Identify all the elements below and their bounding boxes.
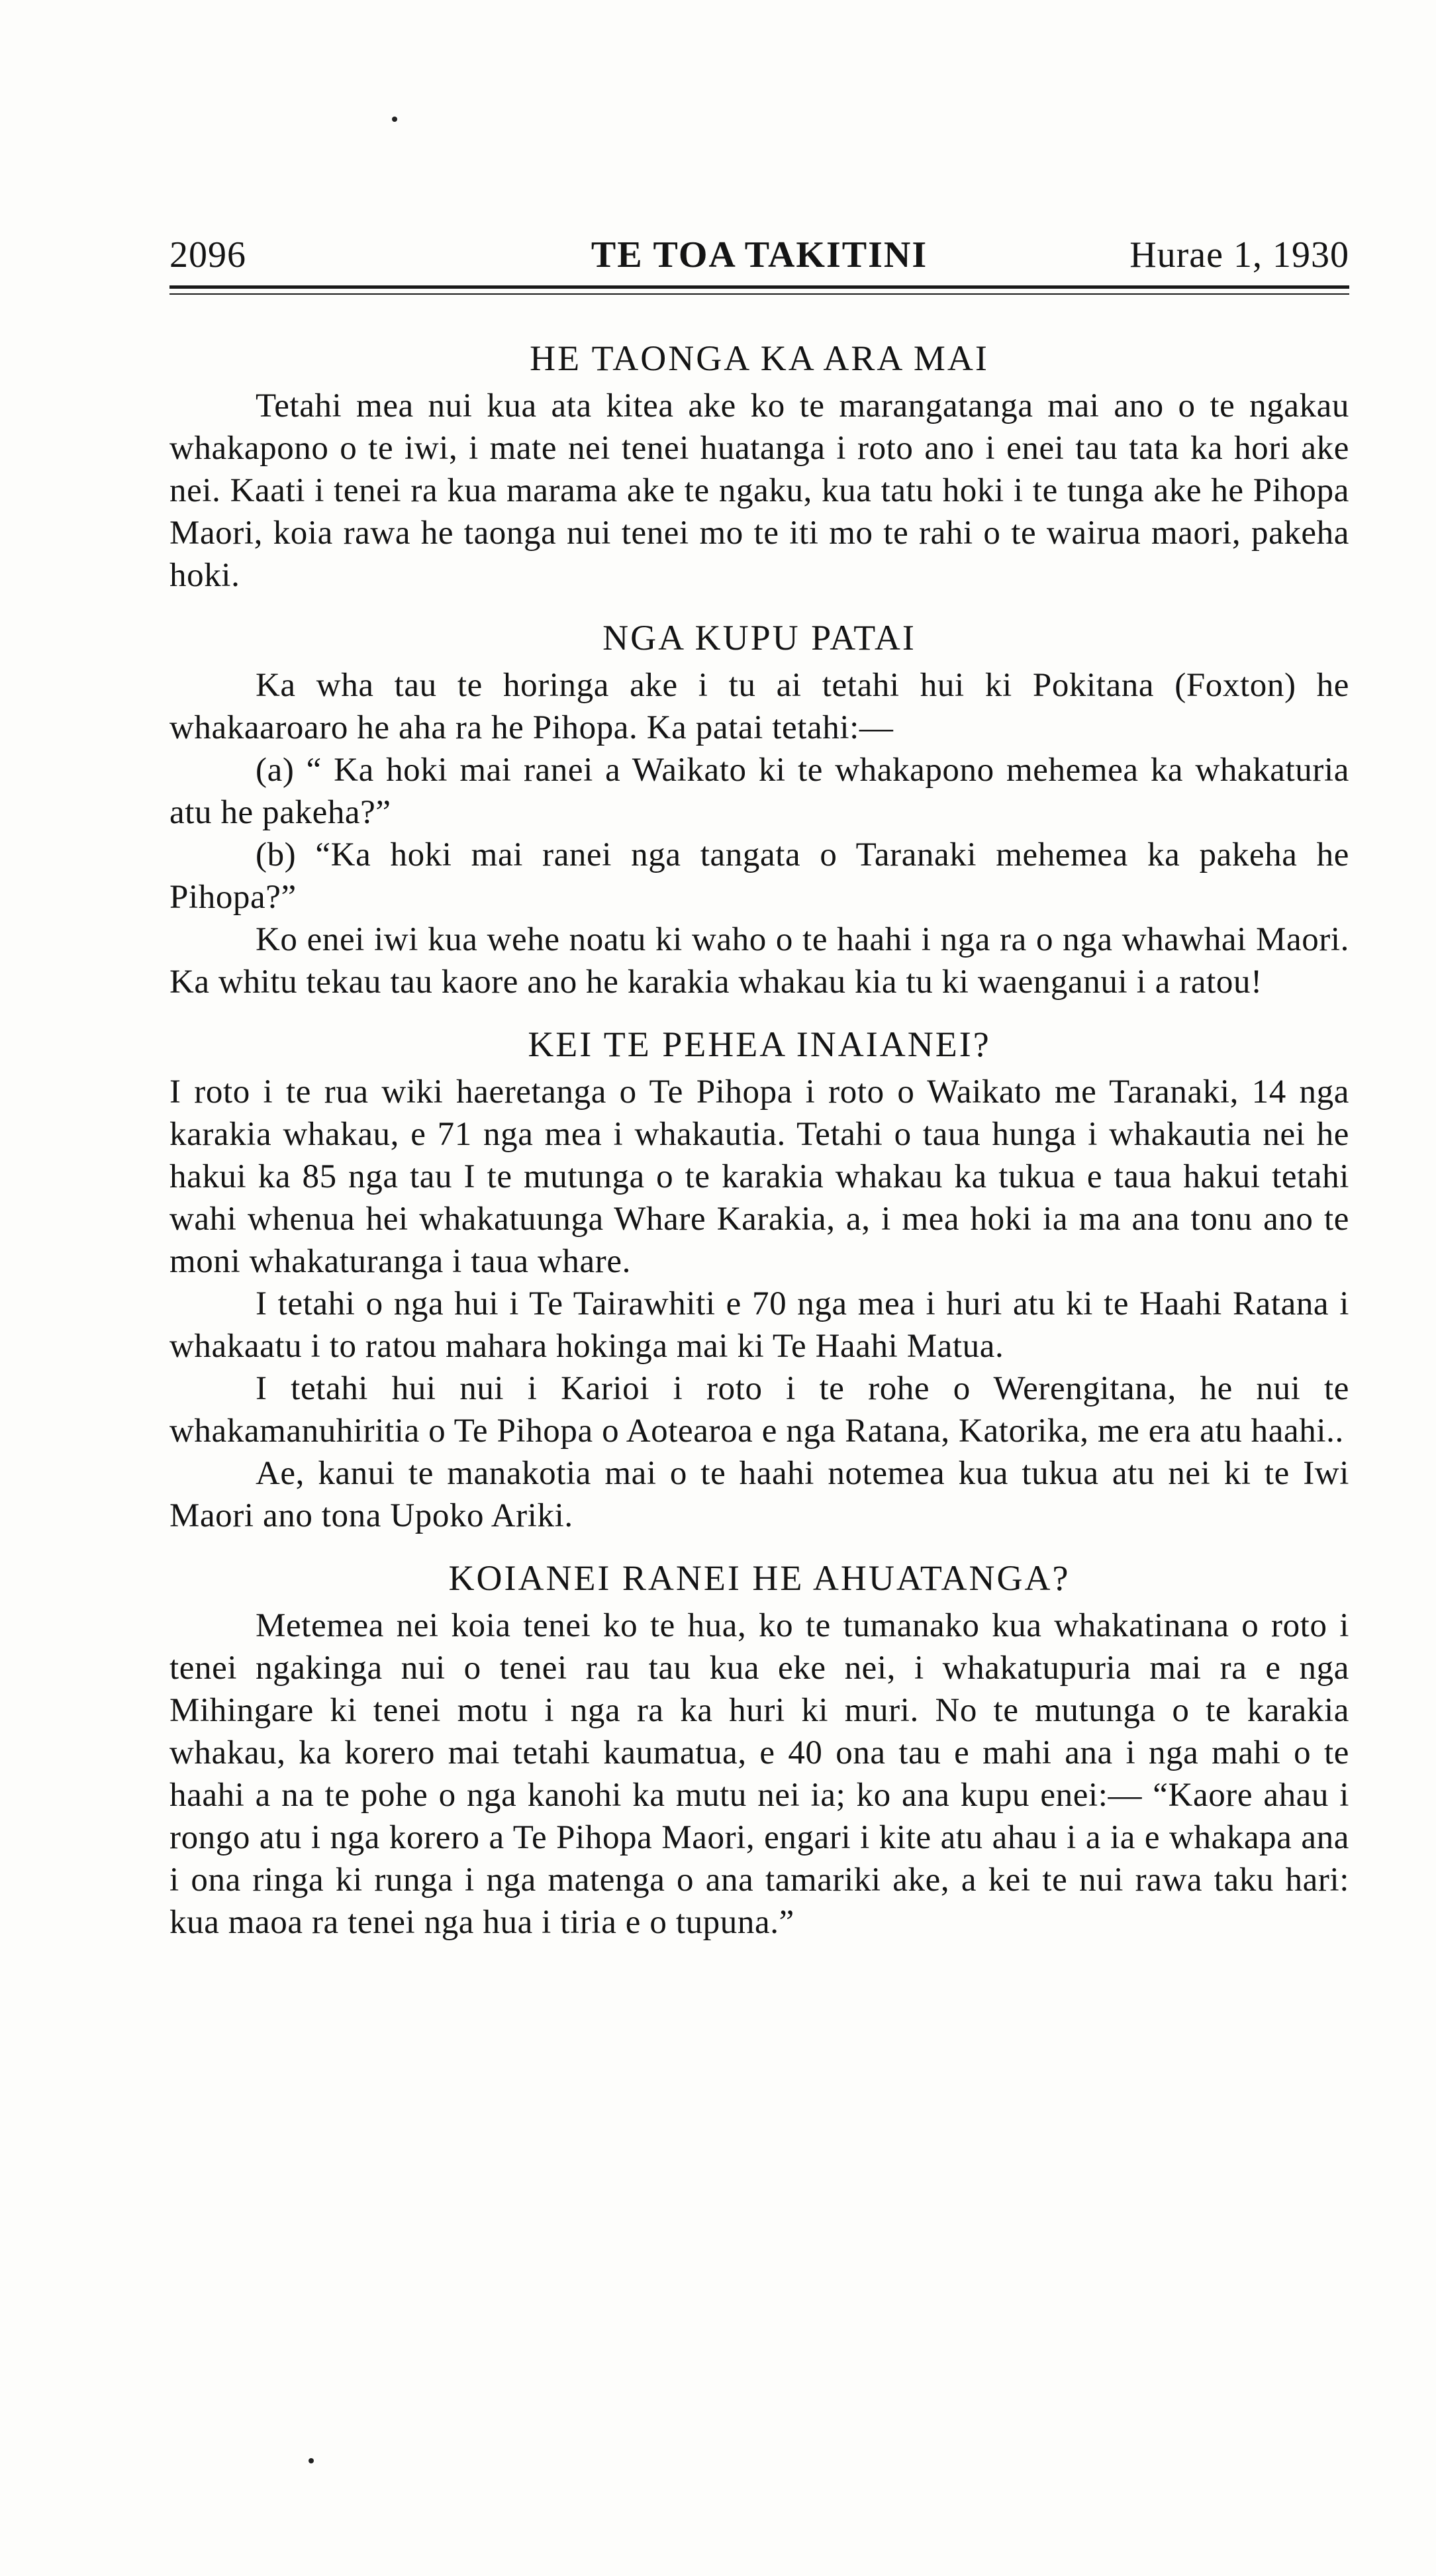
paragraph: I roto i te rua wiki haeretanga o Te Pihopa i roto o Waikato me Taranaki, 14 nga karakia whakau, e 71 nga mea i whakautia. Tetahi o taua hunga i whakautia nei he hakui ka 85 nga tau I te mutunga o te karakia whakau ka tukua e taua hakui tetahi wahi whenua hei whakatuunga Whare Karakia, a, i mea hoki ia ma ana tonu ano te moni whakaturanga i taua whare. bbox=[169, 1073, 1349, 1280]
paragraph: I tetahi o nga hui i Te Tairawhiti e 70 nga mea i huri atu ki te Haahi Ratana i whakaatu i to ratou mahara hokinga mai ki Te Haahi Matua. bbox=[169, 1285, 1349, 1365]
paragraph: Ko enei iwi kua wehe noatu ki waho o te haahi i nga ra o nga whawhai Maori. Ka whitu tekau tau kaore ano he karakia whakau kia tu ki waenganui i a ratou! bbox=[169, 921, 1349, 1001]
paragraph: Ae, kanui te manakotia mai o te haahi notemea kua tukua atu nei ki te Iwi Maori ano tona Upoko Ariki. bbox=[169, 1455, 1349, 1534]
paragraph: Tetahi mea nui kua ata kitea ake ko te marangatanga mai ano o te ngakau whakapono o te iwi, i mate nei tenei huatanga i roto ano i enei tau tata ka hori ake nei. Kaati i tenei ra kua marama ake te ngaku, kua tatu hoki i te tunga ake he Pihopa Maori, koia rawa he taonga nui tenei mo te iti mo te rahi o te wairua maori, pakeha hoki. bbox=[169, 387, 1349, 594]
paragraph: (a) “ Ka hoki mai ranei a Waikato ki te whakapono mehemea ka whakaturia atu he pakeha?” bbox=[169, 752, 1349, 831]
running-head bbox=[169, 228, 1349, 281]
header-rule-thick bbox=[169, 285, 1349, 289]
paragraph: Ka wha tau te horinga ake i tu ai tetahi hui ki Pokitana (Foxton) he whakaaroaro he aha ra he Pihopa. Ka patai tetahi:— bbox=[169, 667, 1349, 746]
paragraph: I tetahi hui nui i Karioi i roto i te rohe o Werengitana, he nui te whakamanuhiritia o Te Pihopa o Aotearoa e nga Ratana, Katorika, me era atu haahi.. bbox=[169, 1370, 1349, 1450]
paragraph: Metemea nei koia tenei ko te hua, ko te tumanako kua whakatinana o roto i tenei ngakinga nui o tenei rau tau kua eke nei, i whakatupuria mai ra e nga Mihingare ki tenei motu i nga ra ka huri ki muri. No te mutunga o te karakia whakau, ka korero mai tetahi kaumatua, e 40 ona tau e mahi ana i nga mahi o te haahi a na te pohe o nga kanohi ka mutu nei ia; ko ana kupu enei:— “Kaore ahau i rongo atu i nga korero a Te Pihopa Maori, engari i kite atu ahau i a ia e whakapa ana i ona ringa ki runga i nga matenga o ana tamariki ake, a kei te nui rawa taku hari: kua maoa ra tenei nga hua i tiria e o tupuna.” bbox=[169, 1607, 1349, 1941]
magazine-page bbox=[169, 228, 1349, 1944]
publication-title: TE TOA TAKITINI bbox=[591, 234, 928, 275]
paragraph: (b) “Ka hoki mai ranei nga tangata o Taranaki mehemea ka pakeha he Pihopa?” bbox=[169, 836, 1349, 916]
section-heading-ahuatanga: KOIANEI RANEI HE AHUATANGA? bbox=[448, 1558, 1071, 1598]
ink-speck-bottom bbox=[309, 2458, 314, 2463]
section-heading-kupu-patai: NGA KUPU PATAI bbox=[602, 618, 916, 658]
issue-date: Hurae 1, 1930 bbox=[1129, 234, 1349, 275]
ink-speck-top bbox=[392, 117, 397, 122]
section-heading-inaianei: KEI TE PEHEA INAIANEI? bbox=[528, 1024, 991, 1064]
page-number: 2096 bbox=[169, 234, 246, 275]
section-heading-taonga: HE TAONGA KA ARA MAI bbox=[530, 338, 989, 378]
